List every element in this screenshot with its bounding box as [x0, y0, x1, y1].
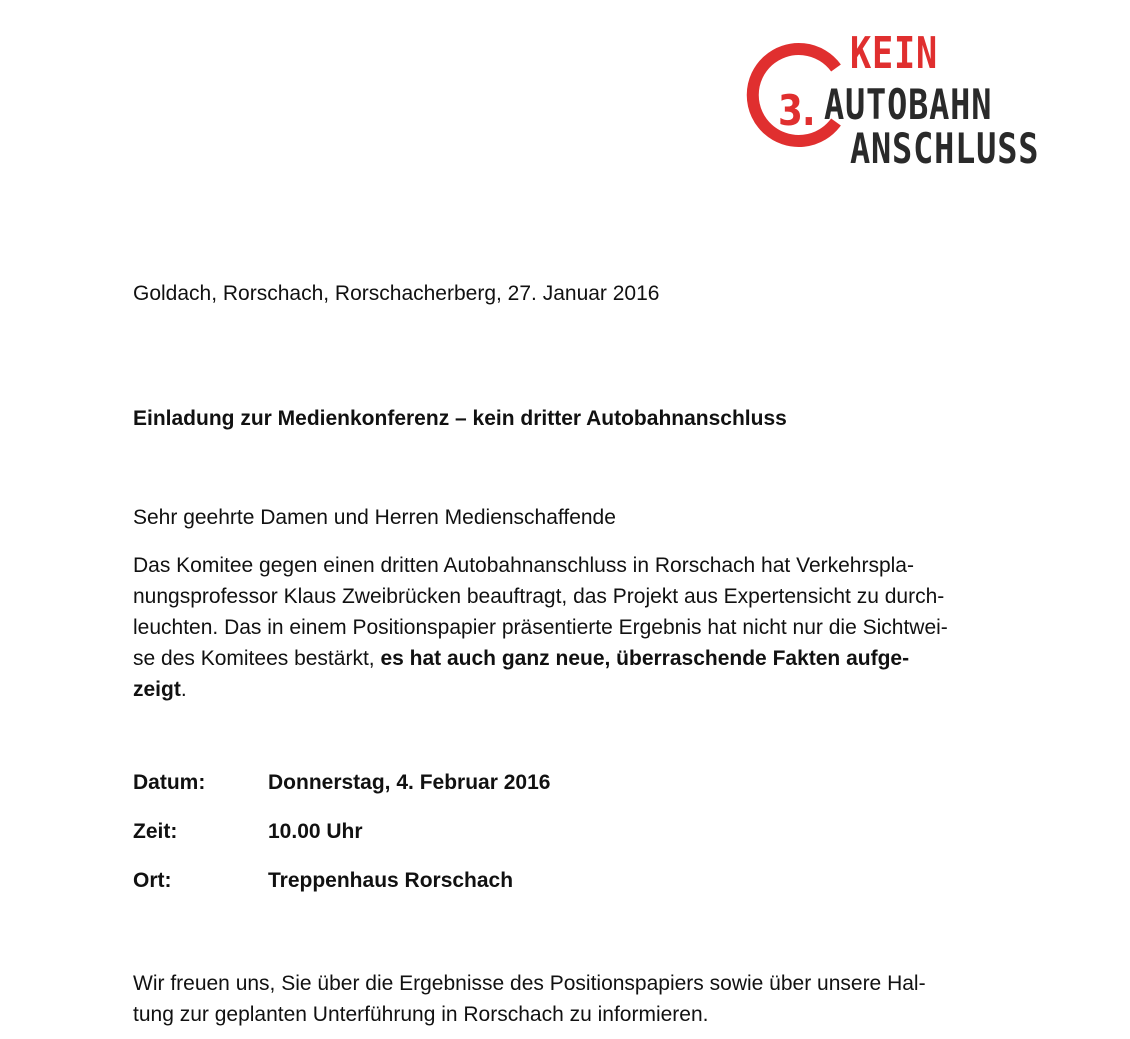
greeting: Sehr geehrte Damen und Herren Medienschaffende — [133, 506, 616, 529]
logo-anschluss: ANSCHLUSS — [850, 124, 1040, 173]
body-paragraph — [133, 550, 948, 705]
logo-autobahn: AUTOBAHN — [824, 80, 993, 129]
logo-kein: KEIN — [850, 28, 938, 79]
body-line: Das Komitee gegen einen dritten Autobahnanschluss in Rorschach hat Verkehrspla- — [133, 554, 914, 577]
body-line — [133, 674, 948, 705]
detail-label: Datum: — [133, 771, 206, 794]
campaign-logo — [744, 26, 1054, 173]
body-line: leuchten. Das in einem Positionspapier präsentierte Ergebnis hat nicht nur die Sichtwei- — [133, 616, 948, 639]
body-text: se des Komitees bestärkt, — [133, 647, 381, 670]
detail-value: Treppenhaus Rorschach — [268, 869, 514, 892]
detail-value: 10.00 Uhr — [268, 820, 363, 843]
event-details — [133, 771, 550, 918]
detail-label: Ort: — [133, 869, 172, 892]
detail-row-time — [133, 820, 550, 869]
body-line — [133, 643, 948, 674]
body-emphasis: es hat auch ganz neue, überraschende Fakten aufge- — [380, 647, 910, 670]
detail-value: Donnerstag, 4. Februar 2016 — [268, 771, 551, 794]
closing-line: Wir freuen uns, Sie über die Ergebnisse des Positionspapiers sowie über unsere Hal- — [133, 972, 926, 995]
body-line: nungsprofessor Klaus Zweibrücken beauftragt, das Projekt aus Expertensicht zu durch- — [133, 585, 945, 608]
closing-line: tung zur geplanten Unterführung in Rorschach zu informieren. — [133, 1003, 709, 1026]
place-date: Goldach, Rorschach, Rorschacherberg, 27. Januar 2016 — [133, 282, 660, 305]
detail-label: Zeit: — [133, 820, 178, 843]
logo-number: 3. — [778, 86, 815, 135]
detail-row-date — [133, 771, 550, 820]
body-emphasis: zeigt — [133, 678, 181, 701]
closing-paragraph — [133, 968, 926, 1030]
letter-title: Einladung zur Medienkonferenz – kein dritter Autobahnanschluss — [133, 407, 787, 430]
detail-row-place — [133, 869, 550, 918]
body-text: . — [180, 678, 187, 701]
